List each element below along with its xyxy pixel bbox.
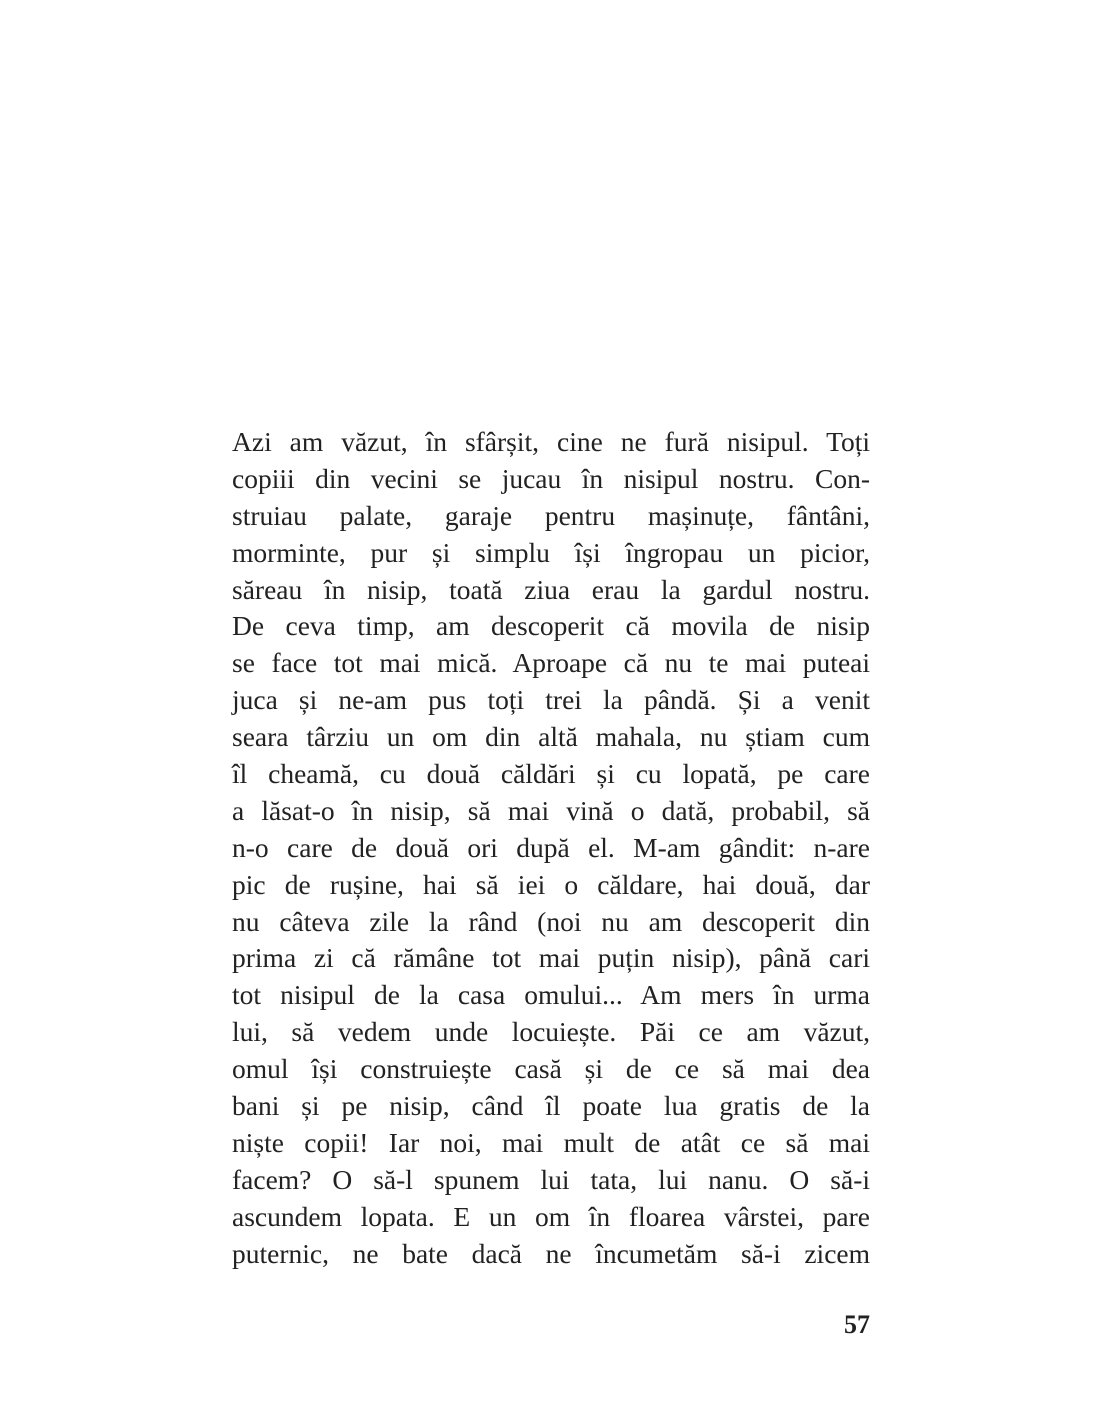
text-line: niște copii! Iar noi, mai mult de atât ce să mai — [232, 1126, 870, 1158]
text-line: bani și pe nisip, când îl poate lua gratis de la — [232, 1090, 870, 1122]
text-line: a lăsat-o în nisip, să mai vină o dată, probabil, să — [232, 794, 870, 826]
text-line: facem? O să-l spunem lui tata, lui nanu. O să-i — [232, 1163, 870, 1195]
text-line: De ceva timp, am descoperit că movila de nisip — [232, 610, 870, 642]
text-line: nu câteva zile la rând (noi nu am descoperit din — [232, 905, 870, 937]
text-line: pic de rușine, hai să iei o căldare, hai două, dar — [232, 868, 870, 900]
text-line: morminte, pur și simplu își îngropau un picior, — [232, 536, 870, 568]
text-line: se face tot mai mică. Aproape că nu te mai puteai — [232, 647, 870, 679]
text-line: puternic, ne bate dacă ne încumetăm să-i zicem — [232, 1237, 870, 1269]
text-line: juca și ne-am pus toți trei la pândă. Și a venit — [232, 684, 870, 716]
text-line: săreau în nisip, toată ziua erau la gardul nostru. — [232, 573, 870, 605]
text-line: prima zi că rămâne tot mai puțin nisip), până cari — [232, 942, 870, 974]
text-line: îl cheamă, cu două căldări și cu lopată, pe care — [232, 758, 870, 790]
text-line: copiii din vecini se jucau în nisipul nostru. Con- — [232, 462, 870, 494]
body-text — [232, 424, 870, 1272]
text-line: ascundem lopata. E un om în floarea vârstei, pare — [232, 1200, 870, 1232]
text-line: omul își construiește casă și de ce să mai dea — [232, 1053, 870, 1085]
text-line: n-o care de două ori după el. M-am gândit: n-are — [232, 831, 870, 863]
text-line: lui, să vedem unde locuiește. Păi ce am văzut, — [232, 1016, 870, 1048]
text-line: Azi am văzut, în sfârșit, cine ne fură nisipul. Toți — [232, 426, 870, 457]
text-line: tot nisipul de la casa omului... Am mers în urma — [232, 979, 870, 1011]
text-line: seara târziu un om din altă mahala, nu știam cum — [232, 721, 870, 753]
text-line: struiau palate, garaje pentru mașinuțe, fântâni, — [232, 499, 870, 531]
page-number: 57 — [844, 1310, 870, 1339]
